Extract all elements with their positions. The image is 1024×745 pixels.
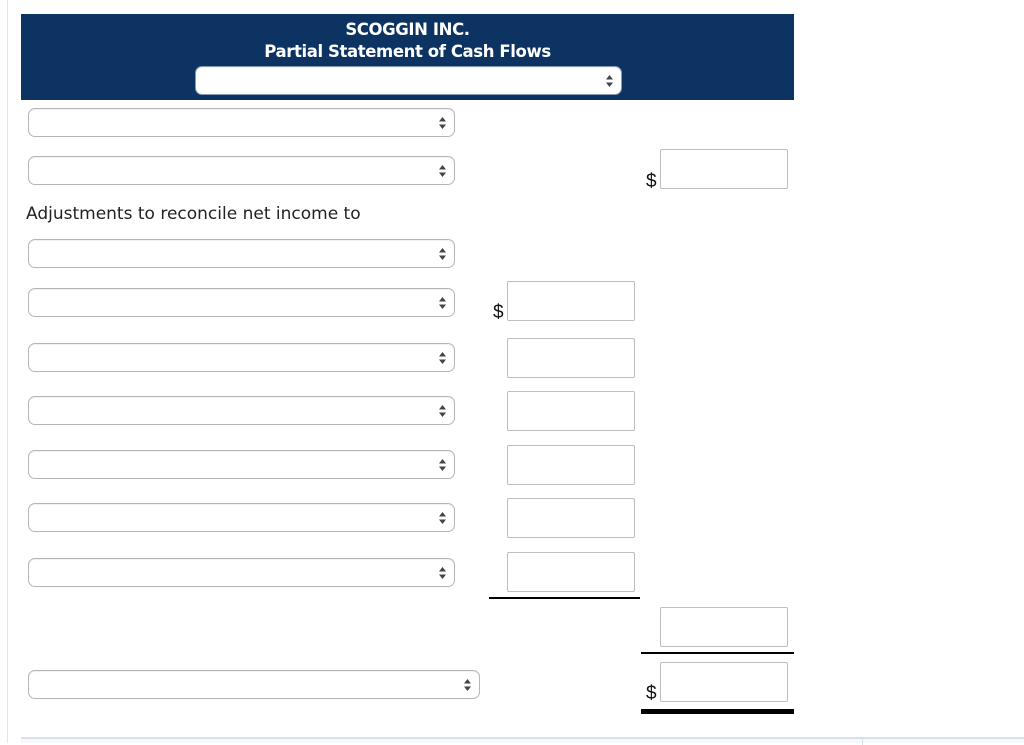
select-arrows-icon [439,512,446,524]
double-underline-rule [641,709,794,714]
adjustment-amount-input-6[interactable] [507,552,635,592]
subtotal-rule [489,597,640,599]
total-rule [641,652,794,654]
line-item-select-1[interactable] [28,108,455,137]
select-arrows-icon [439,567,446,579]
adjustment-select-7[interactable] [28,558,455,587]
select-arrows-icon [439,117,446,129]
adjustment-amount-input-4[interactable] [507,445,635,485]
table-divider [862,739,863,745]
adjustment-select-1[interactable] [28,239,455,268]
left-border [7,0,8,743]
adjustment-amount-input-1[interactable] [507,281,635,321]
dollar-sign: $ [646,683,657,704]
adjustment-select-5[interactable] [28,450,455,479]
select-arrows-icon [439,352,446,364]
adjustment-select-4[interactable] [28,396,455,425]
select-arrows-icon [439,405,446,417]
company-name: SCOGGIN INC. [345,20,470,39]
final-line-select[interactable] [28,670,480,699]
adjustment-amount-input-5[interactable] [507,498,635,538]
period-select[interactable] [195,66,622,95]
line-item-select-2[interactable] [28,156,455,185]
select-arrows-icon [606,75,613,87]
net-cash-amount-input[interactable] [660,662,788,702]
statement-title: Partial Statement of Cash Flows [264,42,551,61]
adjustments-label: Adjustments to reconcile net income to [26,204,361,224]
total-adjustments-input[interactable] [660,607,788,647]
adjustment-amount-input-3[interactable] [507,391,635,431]
statement-header [21,14,794,100]
dollar-sign: $ [493,302,504,323]
select-arrows-icon [439,165,446,177]
adjustment-select-3[interactable] [28,343,455,372]
adjustment-amount-input-2[interactable] [507,338,635,378]
select-arrows-icon [464,679,471,691]
dollar-sign: $ [646,171,657,192]
bottom-table-edge [21,737,1024,743]
adjustment-select-6[interactable] [28,503,455,532]
net-income-amount-input[interactable] [660,149,788,189]
select-arrows-icon [439,248,446,260]
select-arrows-icon [439,459,446,471]
adjustment-select-2[interactable] [28,288,455,317]
select-arrows-icon [439,297,446,309]
